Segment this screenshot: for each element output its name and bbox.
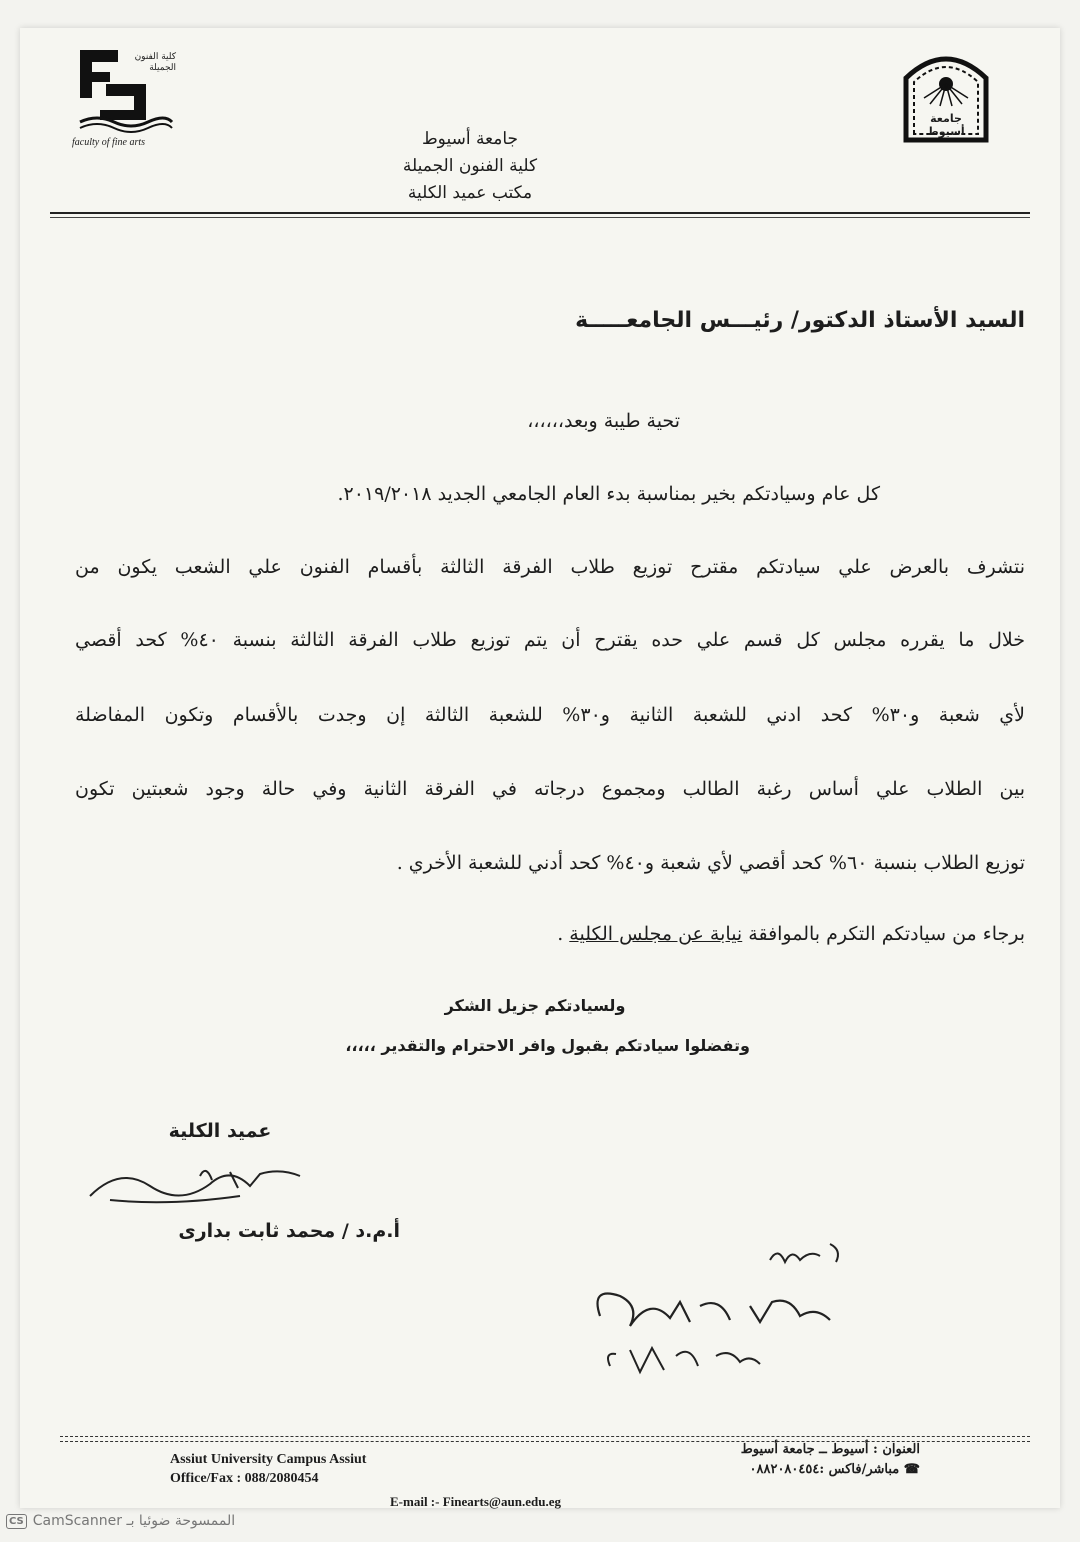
request-suffix: . <box>557 923 570 945</box>
request-prefix: برجاء من سيادتكم التكرم بالموافقة <box>748 923 1025 945</box>
handwritten-approval <box>580 1236 880 1386</box>
letterhead <box>320 126 620 207</box>
body-line-1: نتشرف بالعرض علي سيادتكم مقترح توزيع طلاب الفرقة الثالثة بأقسام الفنون علي الشعب يكون من <box>75 556 1025 578</box>
header-rule <box>50 212 1030 214</box>
scanner-watermark-text: CamScanner الممسوحة ضوئيا بـ <box>32 1513 236 1529</box>
request-underlined: نيابة عن مجلس الكلية <box>569 923 743 945</box>
university-name: جامعة أسيوط <box>421 129 519 149</box>
footer-rule <box>60 1436 1030 1437</box>
request-line <box>420 923 1025 945</box>
body-line-4: بين الطلاب علي أساس رغبة الطالب ومجموع درجاته في الفرقة الثانية وفي حالة وجود شعبتين تكون <box>75 778 1025 800</box>
university-logo <box>900 48 992 144</box>
scanner-watermark <box>6 1510 235 1532</box>
greeting: تحية طيبة وبعد،،،،،، <box>527 410 680 432</box>
footer-address-ar: العنوان : أسيوط ــ جامعة أسيوط <box>740 1442 920 1457</box>
dean-signature <box>80 1156 310 1216</box>
footer-email: E-mail :- Finearts@aun.edu.eg <box>390 1494 561 1509</box>
phone-icon: ☎ <box>899 1462 920 1477</box>
camscanner-icon: CS <box>6 1514 27 1529</box>
body-line-3: لأي شعبة و٣٠% كحد ادني للشعبة الثانية و٣٠% للشعبة الثالثة إن وجدت بالأقسام وتكون المفاضلة <box>75 704 1025 726</box>
closing-thanks: ولسيادتكم جزيل الشكر <box>444 996 626 1015</box>
faculty-logo-arabic: كلية الفنون الجميلة <box>134 52 176 73</box>
salutation: السيد الأستاذ الدكتور/ رئيـــس الجامعـــــة <box>575 308 1025 333</box>
opening-line: كل عام وسيادتكم بخير بمناسبة بدء العام الجامعي الجديد ٢٠١٩/٢٠١٨. <box>337 483 880 505</box>
faculty-logo <box>72 44 182 148</box>
letter-page <box>20 28 1060 1508</box>
footer-english <box>170 1450 490 1488</box>
university-logo-text: جامعة أسيوط <box>927 112 965 138</box>
faculty-logo-caption: faculty of fine arts <box>72 137 146 148</box>
faculty-name: كلية الفنون الجميلة <box>402 156 538 176</box>
body-line-5: توزيع الطلاب بنسبة ٦٠% كحد أقصي لأي شعبة و٤٠% كحد أدني للشعبة الأخري . <box>396 852 1025 874</box>
footer-address-en: Assiut University Campus Assiut <box>170 1452 367 1467</box>
dean-title: عميد الكلية <box>168 1120 272 1142</box>
footer-phone-ar <box>680 1460 920 1480</box>
footer-phone-ar-text: مباشر/فاكس :٠٨٨٢٠٨٠٤٥٤ <box>749 1462 900 1477</box>
body-line-2: خلال ما يقرره مجلس كل قسم علي حده يقترح أن يتم توزيع طلاب الفرقة الثالثة بنسبة ٤٠% كحد أقصي <box>75 629 1025 651</box>
closing-regards: وتفضلوا سيادتكم بقبول وافر الاحترام والتقدير ،،،،، <box>345 1036 750 1055</box>
dean-name: أ.م.د / محمد ثابت بدارى <box>178 1220 400 1242</box>
footer-phone-en: Office/Fax : 088/2080454 <box>170 1471 319 1486</box>
office-name: مكتب عميد الكلية <box>407 183 533 203</box>
footer-arabic <box>680 1440 920 1480</box>
header-rule-thin <box>50 217 1030 218</box>
